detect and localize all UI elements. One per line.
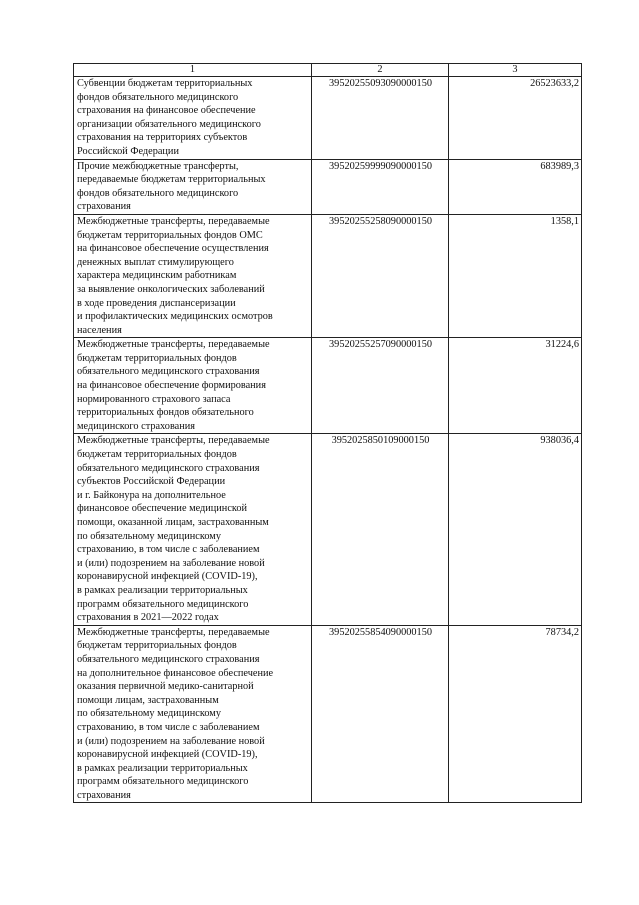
row-name-cell: Межбюджетные трансферты, передаваемые бюджетам территориальных фондов ОМС на финансовое обеспечение осуществления денежных выплат стимулирующего характера медицинским работникам за выявление онкологических заболеваний в ходе проведения диспансеризации и профилактических медицинских осмотров населения: [74, 214, 312, 337]
row-code-cell: 39520255854090000150: [312, 625, 449, 803]
table-header-row: [74, 64, 582, 77]
column-number-2: 2: [312, 64, 449, 77]
row-code-cell: 39520255257090000150: [312, 338, 449, 434]
budget-table: [73, 63, 582, 803]
row-code-cell: 3952025850109000150: [312, 434, 449, 625]
row-code-cell: 39520255258090000150: [312, 214, 449, 337]
column-number-3: 3: [449, 64, 582, 77]
row-amount-cell: 683989,3: [449, 159, 582, 214]
row-amount-cell: 31224,6: [449, 338, 582, 434]
table-row: [74, 338, 582, 434]
row-code-cell: 39520255093090000150: [312, 77, 449, 160]
table-row: [74, 214, 582, 337]
table-row: [74, 159, 582, 214]
row-amount-cell: 938036,4: [449, 434, 582, 625]
row-name-cell: Межбюджетные трансферты, передаваемые бюджетам территориальных фондов обязательного медицинского страхования на финансовое обеспечение формирования нормированного страхового запаса территориальных фондов обязательного медицинского страхования: [74, 338, 312, 434]
row-code-cell: 39520259999090000150: [312, 159, 449, 214]
row-name-cell: Межбюджетные трансферты, передаваемые бюджетам территориальных фондов обязательного медицинского страхования субъектов Российской Федерации и г. Байконура на дополнительное финансовое обеспечение медицинской помощи, оказанной лицам, застрахованным по обязательному медицинскому страхованию, в том числе с заболеванием и (или) подозрением на заболевание новой коронавирусной инфекцией (COVID-19), в рамках реализации территориальных программ обязательного медицинского страхования в 2021—2022 годах: [74, 434, 312, 625]
column-number-1: 1: [74, 64, 312, 77]
row-amount-cell: 26523633,2: [449, 77, 582, 160]
row-name-cell: Субвенции бюджетам территориальных фондов обязательного медицинского страхования на финансовое обеспечение организации обязательного медицинского страхования на территориях субъектов Российской Федерации: [74, 77, 312, 160]
row-amount-cell: 78734,2: [449, 625, 582, 803]
table-row: [74, 434, 582, 625]
row-amount-cell: 1358,1: [449, 214, 582, 337]
table-row: [74, 625, 582, 803]
row-name-cell: Межбюджетные трансферты, передаваемые бюджетам территориальных фондов обязательного медицинского страхования на дополнительное финансовое обеспечение оказания первичной медико-санитарной помощи лицам, застрахованным по обязательному медицинскому страхованию, в том числе с заболеванием и (или) подозрением на заболевание новой коронавирусной инфекцией (COVID-19), в рамках реализации территориальных программ обязательного медицинского страхования: [74, 625, 312, 803]
row-name-cell: Прочие межбюджетные трансферты, передаваемые бюджетам территориальных фондов обязательного медицинского страхования: [74, 159, 312, 214]
table-row: [74, 77, 582, 160]
